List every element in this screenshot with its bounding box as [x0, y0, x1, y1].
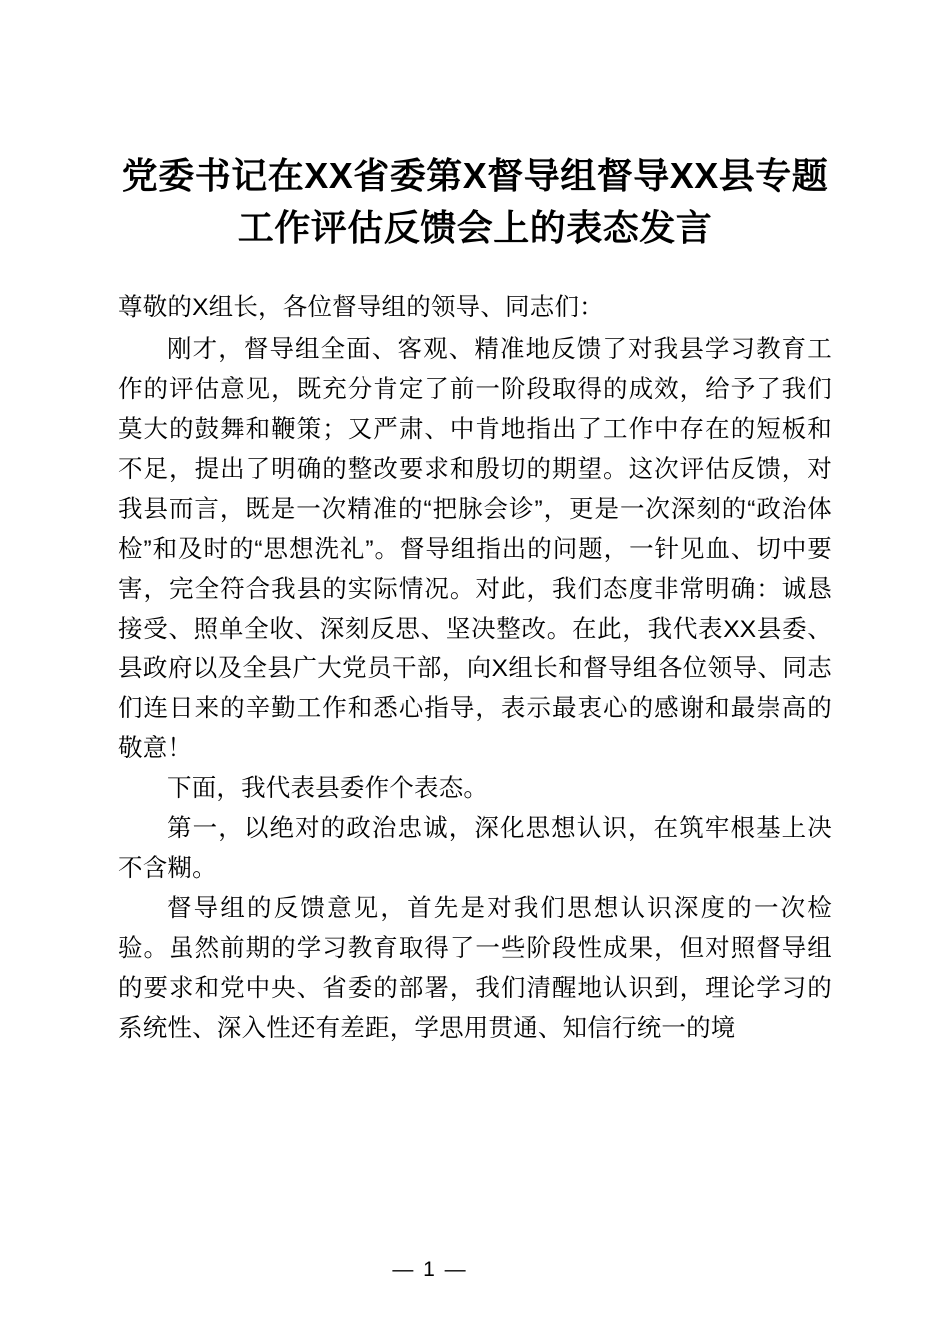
salutation-line: 尊敬的X组长，各位督导组的领导、同志们：: [118, 294, 604, 322]
page-footer: [0, 1258, 950, 1282]
page-number: — 1 —: [392, 1258, 468, 1281]
page-title: 党委书记在XX省委第X督导组督导XX县专题工作评估反馈会上的表态发言: [121, 155, 829, 249]
body-paragraph-2: 下面，我代表县委作个表态。: [167, 775, 489, 803]
body-paragraph-1: 刚才，督导组全面、客观、精准地反馈了对我县学习教育工作的评估意见，既充分肯定了前一阶段取得的成效，给予了我们莫大的鼓舞和鞭策；又严肃、中肯地指出了工作中存在的短板和不足，提出了明确的整改要求和殷切的期望。这次评估反馈，对我县而言，既是一次精准的“把脉会诊”，更是一次深刻的“政治体检”和及时的“思想洗礼”。督导组指出的问题，一针见血、切中要害，完全符合我县的实际情况。对此，我们态度非常明确：诚恳接受、照单全收、深刻反思、坚决整改。在此，我代表XX县委、县政府以及全县广大党员干部，向X组长和督导组各位领导、同志们连日来的辛勤工作和悉心指导，表示最衷心的感谢和最崇高的敬意！: [118, 336, 832, 763]
body-paragraph-3: 第一，以绝对的政治忠诚，深化思想认识，在筑牢根基上决不含糊。: [118, 815, 832, 883]
body-paragraph-4: 督导组的反馈意见，首先是对我们思想认识深度的一次检验。虽然前期的学习教育取得了一些阶段性成果，但对照督导组的要求和党中央、省委的部署，我们清醒地认识到，理论学习的系统性、深入性还有差距，学思用贯通、知信行统一的境: [118, 894, 832, 1042]
